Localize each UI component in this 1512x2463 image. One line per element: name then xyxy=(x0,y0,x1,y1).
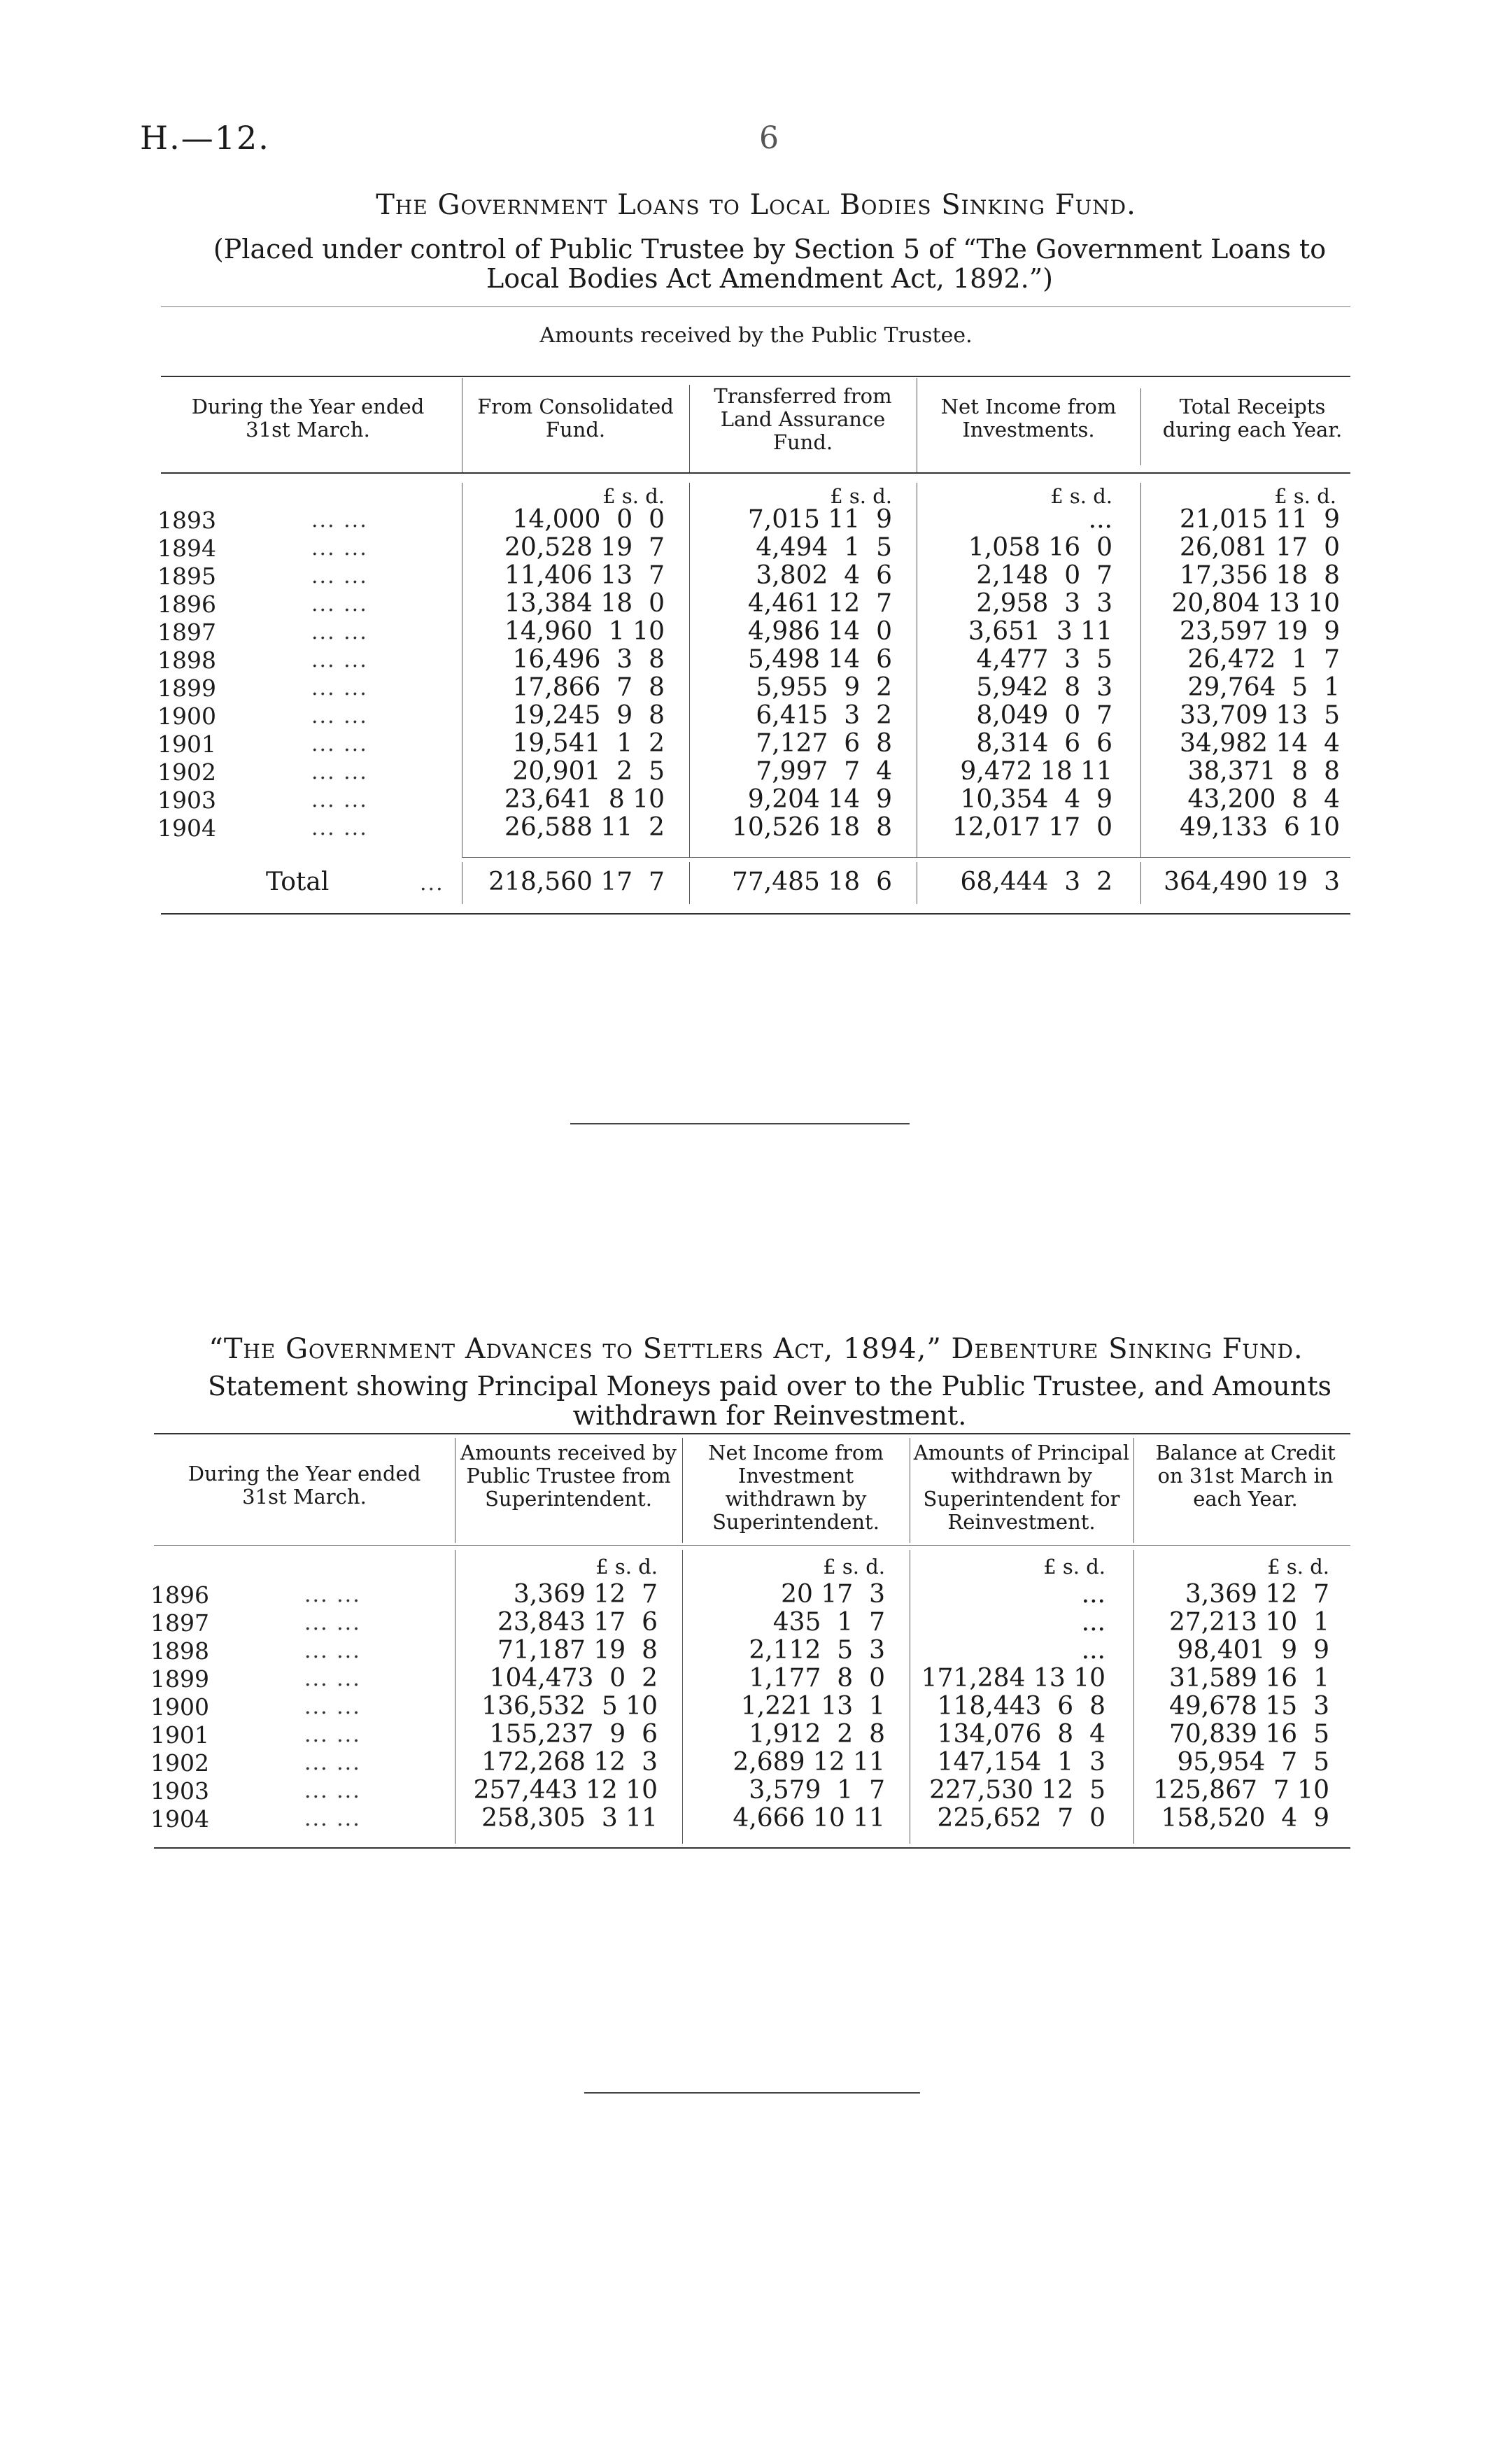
row-cell-c2: 5,955 9 2 xyxy=(756,673,892,702)
row-leader-dots: ... ... xyxy=(311,760,368,784)
row-cell-c2: 7,015 11 9 xyxy=(747,505,892,534)
row-cell-c2: 2,689 12 11 xyxy=(733,1748,885,1777)
row-cell-c2: 4,666 10 11 xyxy=(733,1804,885,1833)
closing-divider xyxy=(584,2092,920,2094)
table2-header-year: During the Year ended 31st March. xyxy=(188,1462,421,1509)
row-year: 1901 xyxy=(150,1721,209,1749)
table1-total-dots: ... xyxy=(420,871,444,896)
row-cell-c2: 435 1 7 xyxy=(772,1608,885,1637)
table1-caption: Amounts received by the Public Trustee. xyxy=(539,323,973,348)
col-separator xyxy=(689,483,690,857)
table1-header-rule xyxy=(161,472,1350,474)
row-cell-c2: 7,127 6 8 xyxy=(756,729,892,758)
row-cell-c1: 14,960 1 10 xyxy=(504,617,665,646)
page-number: 6 xyxy=(759,120,779,156)
row-cell-c4: 31,589 16 1 xyxy=(1168,1664,1329,1693)
table1-total-label: Total xyxy=(266,868,330,896)
row-leader-dots: ... ... xyxy=(304,1695,361,1719)
row-cell-c4: 21,015 11 9 xyxy=(1179,505,1340,534)
row-cell-c4: 158,520 4 9 xyxy=(1161,1804,1329,1833)
row-cell-c1: 11,406 13 7 xyxy=(504,561,665,590)
table1-total-consolidated: 218,560 17 7 xyxy=(488,868,665,896)
row-cell-c3: 134,076 8 4 xyxy=(937,1720,1105,1749)
row-cell-c1: 257,443 12 10 xyxy=(473,1776,658,1805)
row-cell-c4: 34,982 14 4 xyxy=(1179,729,1340,758)
unit-label: £ s. d. xyxy=(1274,484,1336,508)
table1-total-receipts: 364,490 19 3 xyxy=(1164,868,1340,896)
unit-label: £ s. d. xyxy=(1267,1555,1329,1579)
row-year: 1893 xyxy=(157,507,216,534)
table1-bottom-rule xyxy=(161,913,1350,915)
table2-top-rule xyxy=(154,1433,1350,1434)
row-cell-c4: 26,081 17 0 xyxy=(1179,533,1340,562)
row-cell-c2: 5,498 14 6 xyxy=(747,645,892,674)
row-year: 1904 xyxy=(150,1805,209,1833)
row-cell-c3: 4,477 3 5 xyxy=(976,645,1112,674)
row-cell-c2: 1,221 13 1 xyxy=(740,1692,885,1721)
row-cell-c4: 26,472 1 7 xyxy=(1187,645,1340,674)
row-cell-c3: 5,942 8 3 xyxy=(976,673,1112,702)
row-cell-c3: 3,651 3 11 xyxy=(968,617,1112,646)
unit-label: £ s. d. xyxy=(830,484,892,508)
table1-total-land-assurance: 77,485 18 6 xyxy=(731,868,892,896)
row-cell-c3: 147,154 1 3 xyxy=(937,1748,1105,1777)
row-leader-dots: ... ... xyxy=(304,1751,361,1775)
row-cell-c2: 20 17 3 xyxy=(781,1580,885,1609)
row-cell-c2: 3,579 1 7 xyxy=(749,1776,885,1805)
table1-total-rule xyxy=(462,857,1350,858)
row-cell-c2: 6,415 3 2 xyxy=(756,701,892,730)
row-year: 1900 xyxy=(150,1693,209,1721)
row-year: 1899 xyxy=(150,1665,209,1693)
row-year: 1902 xyxy=(157,758,216,786)
table2-subtitle: Statement showing Principal Moneys paid over to the Public Trustee, and Amounts withdrawn for Reinvestment. xyxy=(208,1371,1331,1431)
row-year: 1899 xyxy=(157,675,216,702)
row-cell-c1: 20,528 19 7 xyxy=(504,533,665,562)
row-cell-c2: 4,986 14 0 xyxy=(747,617,892,646)
row-cell-c4: 49,678 15 3 xyxy=(1168,1692,1329,1721)
row-year: 1903 xyxy=(150,1777,209,1805)
row-cell-c2: 10,526 18 8 xyxy=(731,813,892,842)
row-cell-c4: 29,764 5 1 xyxy=(1187,673,1340,702)
row-leader-dots: ... ... xyxy=(304,1807,361,1831)
row-cell-c1: 172,268 12 3 xyxy=(481,1748,658,1777)
row-cell-c1: 23,843 17 6 xyxy=(497,1608,658,1637)
table2-header-received: Amounts received by Public Trustee from Superintendent. xyxy=(460,1441,677,1511)
row-cell-c2: 4,461 12 7 xyxy=(747,589,892,618)
row-cell-c1: 258,305 3 11 xyxy=(481,1804,658,1833)
row-cell-c3: ... xyxy=(1088,505,1112,534)
row-year: 1897 xyxy=(150,1609,209,1637)
row-cell-c4: 49,133 6 10 xyxy=(1179,813,1340,842)
row-cell-c4: 43,200 8 4 xyxy=(1187,785,1340,814)
row-cell-c1: 26,588 11 2 xyxy=(504,813,665,842)
table1-subtitle: (Placed under control of Public Trustee by Section 5 of “The Government Loans to Local Bodies Act Amendment Act, 1892.”) xyxy=(213,234,1327,294)
row-leader-dots: ... ... xyxy=(304,1583,361,1607)
table2-header-balance: Balance at Credit on 31st March in each Year. xyxy=(1155,1441,1336,1511)
row-cell-c3: 227,530 12 5 xyxy=(929,1776,1105,1805)
row-leader-dots: ... ... xyxy=(311,704,368,728)
row-cell-c4: 27,213 10 1 xyxy=(1168,1608,1329,1637)
table1-header-year: During the Year ended 31st March. xyxy=(191,395,425,442)
col-separator xyxy=(689,862,690,904)
row-cell-c1: 71,187 19 8 xyxy=(497,1636,658,1665)
row-cell-c4: 38,371 8 8 xyxy=(1187,757,1340,786)
row-year: 1895 xyxy=(157,563,216,590)
row-cell-c4: 98,401 9 9 xyxy=(1177,1636,1329,1665)
col-separator xyxy=(682,1438,683,1543)
row-cell-c3: 10,354 4 9 xyxy=(960,785,1112,814)
row-year: 1902 xyxy=(150,1749,209,1777)
row-cell-c3: 225,652 7 0 xyxy=(937,1804,1105,1833)
row-year: 1901 xyxy=(157,731,216,758)
row-year: 1898 xyxy=(150,1637,209,1665)
row-cell-c1: 14,000 0 0 xyxy=(512,505,665,534)
page-reference: H.—12. xyxy=(140,119,270,157)
row-leader-dots: ... ... xyxy=(304,1639,361,1663)
row-cell-c4: 33,709 13 5 xyxy=(1179,701,1340,730)
row-cell-c3: 12,017 17 0 xyxy=(952,813,1112,842)
row-cell-c1: 23,641 8 10 xyxy=(504,785,665,814)
row-cell-c2: 2,112 5 3 xyxy=(749,1636,885,1665)
row-leader-dots: ... ... xyxy=(311,788,368,812)
row-leader-dots: ... ... xyxy=(304,1779,361,1803)
row-cell-c4: 70,839 16 5 xyxy=(1168,1720,1329,1749)
table2-header-net-income: Net Income from Investment withdrawn by Superintendent. xyxy=(708,1441,884,1534)
row-cell-c2: 3,802 4 6 xyxy=(756,561,892,590)
table2-bottom-rule xyxy=(154,1847,1350,1849)
col-separator xyxy=(1133,1438,1134,1543)
row-cell-c1: 104,473 0 2 xyxy=(489,1664,658,1693)
row-leader-dots: ... ... xyxy=(311,564,368,588)
row-leader-dots: ... ... xyxy=(311,620,368,644)
row-leader-dots: ... ... xyxy=(311,732,368,756)
unit-label: £ s. d. xyxy=(602,484,665,508)
row-cell-c3: 118,443 6 8 xyxy=(937,1692,1105,1721)
row-cell-c3: 2,958 3 3 xyxy=(976,589,1112,618)
row-cell-c4: 17,356 18 8 xyxy=(1179,561,1340,590)
table1-header-net-income: Net Income from Investments. xyxy=(940,395,1117,442)
unit-label: £ s. d. xyxy=(1043,1555,1105,1579)
row-cell-c4: 3,369 12 7 xyxy=(1185,1580,1329,1609)
row-cell-c1: 13,384 18 0 xyxy=(504,589,665,618)
row-cell-c3: 9,472 18 11 xyxy=(960,757,1112,786)
row-cell-c1: 19,245 9 8 xyxy=(512,701,665,730)
col-separator xyxy=(1140,388,1141,465)
table1-top-rule xyxy=(161,376,1350,377)
row-leader-dots: ... ... xyxy=(304,1667,361,1691)
row-cell-c3: 1,058 16 0 xyxy=(968,533,1112,562)
row-cell-c4: 23,597 19 9 xyxy=(1179,617,1340,646)
table2-header-principal: Amounts of Principal withdrawn by Superintendent for Reinvestment. xyxy=(913,1441,1130,1534)
unit-label: £ s. d. xyxy=(595,1555,658,1579)
row-cell-c4: 20,804 13 10 xyxy=(1171,589,1340,618)
row-cell-c1: 17,866 7 8 xyxy=(512,673,665,702)
col-separator xyxy=(689,385,690,472)
row-year: 1904 xyxy=(157,814,216,842)
row-leader-dots: ... ... xyxy=(311,508,368,532)
row-year: 1903 xyxy=(157,786,216,814)
row-cell-c3: 8,049 0 7 xyxy=(976,701,1112,730)
row-year: 1900 xyxy=(157,703,216,730)
row-cell-c4: 95,954 7 5 xyxy=(1177,1748,1329,1777)
row-year: 1897 xyxy=(157,619,216,646)
row-cell-c3: ... xyxy=(1081,1608,1105,1637)
row-cell-c2: 4,494 1 5 xyxy=(756,533,892,562)
col-separator xyxy=(1140,483,1141,857)
row-cell-c1: 20,901 2 5 xyxy=(512,757,665,786)
table1-header-land-assurance: Transferred from Land Assurance Fund. xyxy=(714,384,892,454)
col-separator xyxy=(1133,1550,1134,1844)
row-cell-c3: ... xyxy=(1081,1580,1105,1609)
row-leader-dots: ... ... xyxy=(311,592,368,616)
col-separator xyxy=(682,1550,683,1844)
row-cell-c1: 136,532 5 10 xyxy=(481,1692,658,1721)
row-cell-c1: 19,541 1 2 xyxy=(512,729,665,758)
row-year: 1896 xyxy=(157,591,216,618)
divider xyxy=(161,306,1350,307)
row-cell-c3: ... xyxy=(1081,1636,1105,1665)
table2-header-rule xyxy=(154,1545,1350,1546)
table1-header-consolidated: From Consolidated Fund. xyxy=(477,395,674,442)
row-cell-c2: 9,204 14 9 xyxy=(747,785,892,814)
row-leader-dots: ... ... xyxy=(311,648,368,672)
row-cell-c4: 125,867 7 10 xyxy=(1153,1776,1329,1805)
row-cell-c1: 3,369 12 7 xyxy=(513,1580,658,1609)
unit-label: £ s. d. xyxy=(823,1555,885,1579)
col-separator xyxy=(1140,862,1141,904)
row-leader-dots: ... ... xyxy=(304,1723,361,1747)
row-cell-c3: 2,148 0 7 xyxy=(976,561,1112,590)
table1-total-net-income: 68,444 3 2 xyxy=(960,868,1112,896)
table1-title: The Government Loans to Local Bodies Sinking Fund. xyxy=(376,189,1136,221)
row-cell-c1: 155,237 9 6 xyxy=(489,1720,658,1749)
row-year: 1894 xyxy=(157,535,216,562)
row-cell-c2: 7,997 7 4 xyxy=(756,757,892,786)
table2-title: “The Government Advances to Settlers Act, 1894,” Debenture Sinking Fund. xyxy=(209,1333,1303,1365)
row-year: 1898 xyxy=(157,647,216,674)
table1-header-total: Total Receipts during each Year. xyxy=(1162,395,1343,442)
row-cell-c3: 171,284 13 10 xyxy=(921,1664,1105,1693)
row-leader-dots: ... ... xyxy=(311,676,368,700)
section-divider xyxy=(570,1123,910,1124)
row-leader-dots: ... ... xyxy=(311,536,368,560)
row-cell-c2: 1,177 8 0 xyxy=(749,1664,885,1693)
row-cell-c3: 8,314 6 6 xyxy=(976,729,1112,758)
row-cell-c2: 1,912 2 8 xyxy=(749,1720,885,1749)
row-cell-c1: 16,496 3 8 xyxy=(512,645,665,674)
row-year: 1896 xyxy=(150,1581,209,1609)
row-leader-dots: ... ... xyxy=(304,1611,361,1635)
row-leader-dots: ... ... xyxy=(311,816,368,840)
unit-label: £ s. d. xyxy=(1050,484,1112,508)
